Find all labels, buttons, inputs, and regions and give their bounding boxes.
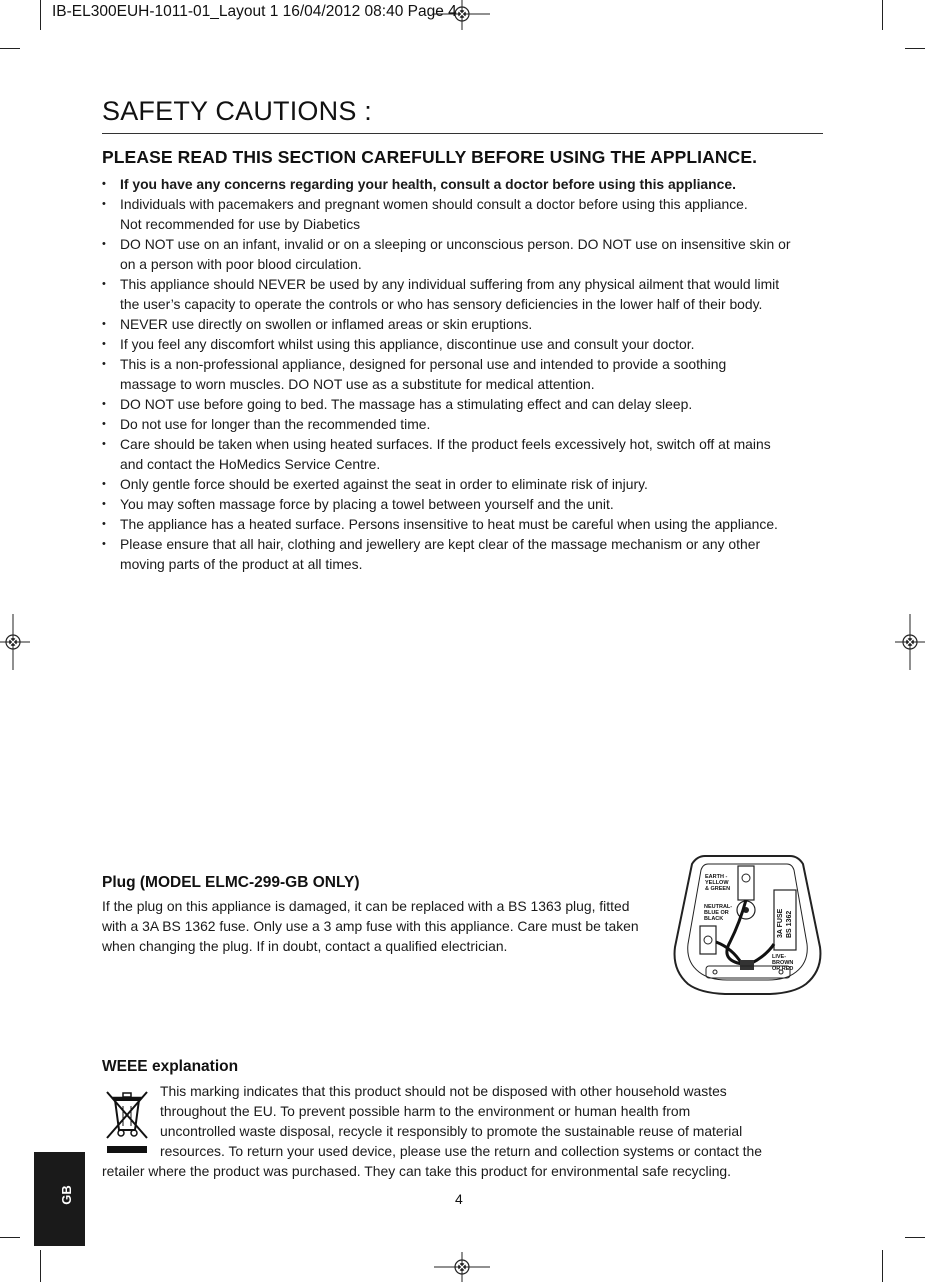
registration-mark-right-icon bbox=[895, 612, 925, 672]
plug-section-text: If the plug on this appliance is damaged, it can be replaced with a BS 1363 plug, fitted with a 3A BS 1362 fuse. Only use a 3 amp fuse with this appliance. Care must be taken when changing the plug. If in doubt, contact a qualified electrician. bbox=[102, 898, 639, 954]
neutral-wire-label: NEUTRAL-BLUE OR BLACK bbox=[704, 904, 733, 922]
caution-item: • Care should be taken when using heated surfaces. If the product feels excessively hot, switch off at mains and contact the HoMedics Service Centre. bbox=[102, 434, 826, 474]
title-divider bbox=[102, 133, 823, 134]
print-slug: IB-EL300EUH-1011-01_Layout 1 16/04/2012 08:40 Page 4 bbox=[52, 3, 457, 20]
caution-item: • Do not use for longer than the recommended time. bbox=[102, 414, 826, 434]
safety-cautions-list bbox=[102, 174, 826, 574]
caution-item: • Only gentle force should be exerted against the seat in order to eliminate risk of injury. bbox=[102, 474, 826, 494]
live-wire-label: LIVE-BROWN OR RED bbox=[772, 954, 794, 972]
plug-section-title: Plug (MODEL ELMC-299-GB ONLY) bbox=[102, 874, 360, 891]
caution-item: • This is a non-professional appliance, designed for personal use and intended to provide a soothing massage to worn muscles. DO NOT use as a substitute for medical attention. bbox=[102, 354, 826, 394]
crop-mark bbox=[905, 1237, 925, 1238]
caution-item: • This appliance should NEVER be used by any individual suffering from any physical ailment that would limit the user’s capacity to operate the controls or who has sensory deficiencies in the lower half of their body. bbox=[102, 274, 826, 314]
caution-item: • NEVER use directly on swollen or inflamed areas or skin eruptions. bbox=[102, 314, 826, 334]
plug-wiring-diagram bbox=[670, 852, 825, 998]
page-title: SAFETY CAUTIONS : bbox=[102, 96, 372, 126]
registration-mark-bottom-icon bbox=[432, 1252, 492, 1282]
caution-item: • DO NOT use on an infant, invalid or on a sleeping or unconscious person. DO NOT use on insensitive skin or on a person with poor blood circulation. bbox=[102, 234, 826, 274]
crop-mark bbox=[0, 48, 20, 49]
weee-text-indented: This marking indicates that this product should not be disposed with other household wastes throughout the EU. To prevent possible harm to the environment or human health from uncontrolled waste disposal, recycle it responsibly to promote the sustainable reuse of material resources. To return your used device, please use the return and collection systems or contact the bbox=[160, 1083, 762, 1159]
caution-item: • Please ensure that all hair, clothing and jewellery are kept clear of the massage mechanism or any other moving parts of the product at all times. bbox=[102, 534, 826, 574]
caution-item: • The appliance has a heated surface. Persons insensitive to heat must be careful when using the appliance. bbox=[102, 514, 826, 534]
crop-mark bbox=[882, 1250, 883, 1282]
crop-mark bbox=[905, 48, 925, 49]
crop-mark bbox=[882, 0, 883, 30]
earth-wire-label: EARTH -YELLOW & GREEN bbox=[705, 874, 731, 892]
crossed-out-wheelie-bin-icon bbox=[103, 1086, 151, 1154]
registration-mark-left-icon bbox=[0, 612, 30, 672]
caution-item: • If you feel any discomfort whilst using this appliance, discontinue use and consult your doctor. bbox=[102, 334, 826, 354]
section-subtitle: PLEASE READ THIS SECTION CAREFULLY BEFORE USING THE APPLIANCE. bbox=[102, 147, 758, 167]
caution-item: • Individuals with pacemakers and pregnant women should consult a doctor before using this appliance. Not recommended for use by Diabetics bbox=[102, 194, 826, 234]
fuse-label: 3A FUSE BS 1362 bbox=[777, 908, 793, 938]
caution-item: • You may soften massage force by placing a towel between yourself and the unit. bbox=[102, 494, 826, 514]
caution-item: • If you have any concerns regarding your health, consult a doctor before using this appliance. bbox=[102, 174, 826, 194]
caution-item: • DO NOT use before going to bed. The massage has a stimulating effect and can delay sleep. bbox=[102, 394, 826, 414]
region-tab-label: GB bbox=[59, 1185, 74, 1205]
page-number: 4 bbox=[455, 1191, 463, 1207]
crop-mark bbox=[40, 1250, 41, 1282]
crop-mark bbox=[0, 1237, 20, 1238]
weee-section-title: WEEE explanation bbox=[102, 1058, 239, 1075]
weee-text-full: retailer where the product was purchased. They can take this product for environmental safe recycling. bbox=[102, 1163, 732, 1179]
crop-mark bbox=[40, 0, 41, 30]
